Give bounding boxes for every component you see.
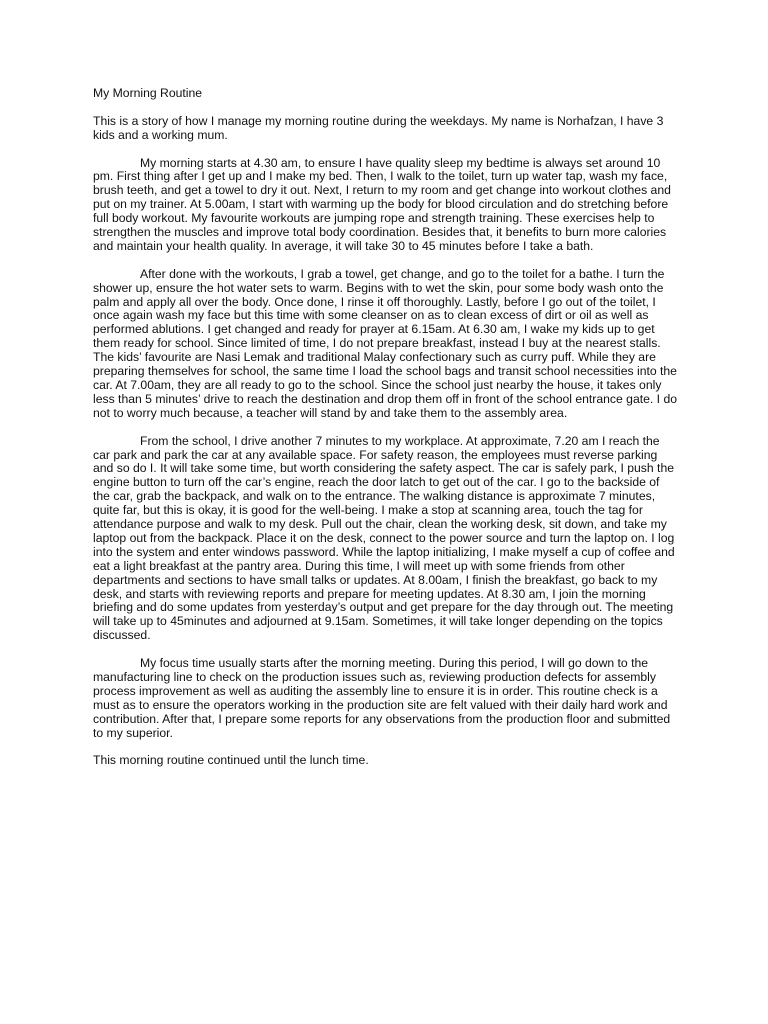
- document-title: My Morning Routine: [93, 86, 203, 100]
- focus-time-paragraph: My focus time usually starts after the morning meeting. During this period, I will go down to the manufacturing line to check on the production issues such as, reviewing production defects for assembly process improvement as well as auditing the assembly line to ensure it is in order. This routine check is a must as to ensure the operators working in the production site are felt valued with their daily hard work and contribution. After that, I prepare some reports for any observations from the production floor and submitted to my superior.: [93, 656, 671, 740]
- morning-start-paragraph: My morning starts at 4.30 am, to ensure I have quality sleep my bedtime is always set around 10 pm. First thing after I get up and I make my bed. Then, I walk to the toilet, turn up water tap, wash my face, brush teeth, and get a towel to dry it out. Next, I return to my room and get change into workout clothes and put on my trainer. At 5.00am, I start with warming up the body for blood circulation and do stretching before full body workout. My favourite workouts are jumping rope and strength training. These exercises help to strengthen the muscles and improve total body coordination. Besides that, it benefits to burn more calories and maintain your health quality. In average, it will take 30 to 45 minutes before I take a bath.: [93, 155, 671, 253]
- document-body: [93, 87, 678, 782]
- intro-paragraph: This is a story of how I manage my morning routine during the weekdays. My name is Norhafzan, I have 3 kids and a working mum.: [93, 113, 664, 142]
- after-workout-paragraph: After done with the workouts, I grab a towel, get change, and go to the toilet for a bathe. I turn the shower up, ensure the hot water sets to warm. Begins with to wet the skin, pour some body wash onto the palm and apply all over the body. Once done, I rinse it off thoroughly. Lastly, before I go out of the toilet, I once again wash my face but this time with some cleanser on as to clean excess of dirt or oil as well as performed ablutions. I get changed and ready for prayer at 6.15am. At 6.30 am, I wake my kids up to get them ready for school. Since limited of time, I do not prepare breakfast, instead I buy at the nearest stalls. The kids’ favourite are Nasi Lemak and traditional Malay confectionary such as curry puff. While they are preparing themselves for school, the same time I load the school bags and transit school necessities into the car. At 7.00am, they are all ready to go to the school. Since the school just nearby the house, it takes only less than 5 minutes’ drive to reach the destination and drop them off in front of the school entrance gate. I do not to worry much because, a teacher will stand by and take them to the assembly area.: [93, 266, 678, 420]
- workplace-paragraph: From the school, I drive another 7 minutes to my workplace. At approximate, 7.20 am I reach the car park and park the car at any available space. For safety reason, the employees must reverse parking and so do I. It will take some time, but worth considering the safety aspect. The car is safely park, I push the engine button to turn off the car’s engine, reach the door latch to get out of the car. I go to the backside of the car, grab the backpack, and walk on to the entrance. The walking distance is approximate 7 minutes, quite far, but this is okay, it is good for the well-being. I make a stop at scanning area, touch the tag for attendance purpose and walk to my desk. Pull out the chair, clean the working desk, sit down, and take my laptop out from the backpack. Place it on the desk, connect to the power source and turn the laptop on. I log into the system and enter windows password. While the laptop initializing, I make myself a cup of coffee and eat a light breakfast at the pantry area. During this time, I will meet up with some friends from other departments and sections to have small talks or updates. At 8.00am, I finish the breakfast, go back to my desk, and starts with reviewing reports and prepare for meeting updates. At 8.30 am, I join the morning briefing and do some updates from yesterday’s output and get prepare for the day through out. The meeting will take up to 45minutes and adjourned at 9.15am. Sometimes, it will take longer depending on the topics discussed.: [93, 433, 675, 643]
- closing-paragraph: This morning routine continued until the lunch time.: [93, 753, 369, 768]
